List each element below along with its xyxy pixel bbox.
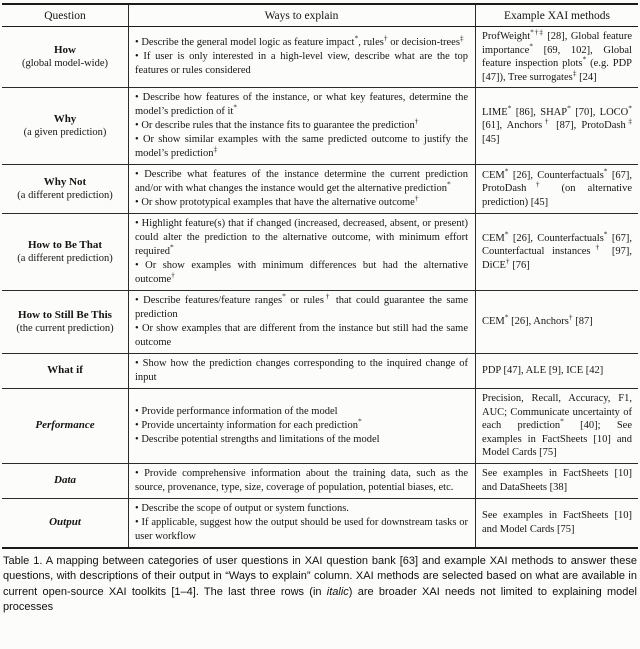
ways-to-explain-cell <box>128 389 475 463</box>
question-qualifier: (a given prediction) <box>23 127 107 139</box>
question-label: How <box>54 43 76 56</box>
way-bullet-item: • If user is only interested in a high-level view, describe what are the top features or rules considered <box>135 50 468 78</box>
table-row-performance <box>2 389 638 464</box>
ways-to-explain-cell <box>128 27 475 87</box>
table-body <box>2 27 638 547</box>
question-cell <box>2 27 128 87</box>
question-cell <box>2 88 128 164</box>
caption-text-start: Table 1. A mapping between categories of user questions in XAI question bank [63] and example XAI methods to answer these questions, with descriptions of their output in “Ways to explain” column. XAI methods are selected based on what are available in current open-source XAI toolkits [1–4]. The last three rows (in <box>3 554 637 598</box>
ways-to-explain-cell <box>128 165 475 213</box>
question-qualifier: (the current prediction) <box>16 323 114 335</box>
question-qualifier: (global model-wide) <box>21 58 108 70</box>
way-bullet-item: • Describe features/feature ranges* or rules† that could guarantee the same prediction <box>135 294 468 322</box>
way-bullet-item: • Describe what features of the instance determine the current prediction and/or with what changes the instance would get the alternative prediction* <box>135 168 468 196</box>
question-cell <box>2 354 128 388</box>
question-cell <box>2 499 128 547</box>
example-methods-text: PDP [47], ALE [9], ICE [42] <box>482 365 604 377</box>
question-qualifier: (a different prediction) <box>17 253 113 265</box>
question-label: Output <box>49 515 81 528</box>
question-label: Performance <box>35 419 95 431</box>
example-methods-cell <box>475 464 638 498</box>
ways-to-explain-cell <box>128 214 475 290</box>
way-bullet-item: • Describe the general model logic as feature impact*, rules† or decision-trees‡ <box>135 36 468 50</box>
table-row-how-to-still-be-this <box>2 291 638 354</box>
table-row-data <box>2 464 638 499</box>
question-label: Why Not <box>43 175 87 188</box>
ways-to-explain-cell <box>128 88 475 164</box>
ways-to-explain-cell <box>128 499 475 547</box>
question-label: What if <box>47 364 83 377</box>
table-row-why <box>2 88 638 165</box>
column-header-ways: Ways to explain <box>128 5 475 26</box>
way-bullet-item: • Provide uncertainty information for each prediction* <box>135 419 468 433</box>
xai-methods-table <box>2 3 638 549</box>
way-bullet-item: • If applicable, suggest how the output should be used for downstream tasks or user workflow <box>135 516 468 544</box>
column-header-question: Question <box>44 10 86 22</box>
question-cell <box>2 389 128 463</box>
table-row-why-not <box>2 165 638 214</box>
example-methods-text: See examples in FactSheets [10] and DataSheets [38] <box>482 468 632 493</box>
table-row-output <box>2 499 638 547</box>
question-label: How to Still Be This <box>18 308 112 321</box>
example-methods-text: LIME* [86], SHAP* [70], LOCO* [61], Anchors† [87], ProtoDash‡ [45] <box>482 103 632 145</box>
ways-to-explain-cell <box>128 354 475 388</box>
question-label: How to Be That <box>27 238 103 251</box>
example-methods-cell <box>475 354 638 388</box>
example-methods-text: CEM* [26], Anchors† [87] <box>482 312 593 328</box>
example-methods-text: ProfWeight*†‡ [28], Global feature importance* [69, 102], Global feature inspection plots* (e.g. PDP [47]), Tree surrogates‡ [24] <box>482 27 632 83</box>
example-methods-text: Precision, Recall, Accuracy, F1, AUC; Communicate uncertainty of each prediction* [40]; See examples in FactSheets [10] and Model Cards [75] <box>482 393 632 458</box>
table-row-how-to-be-that <box>2 214 638 291</box>
caption-text-end: ) are broader XAI needs not limited to explaining model processes <box>3 585 637 613</box>
way-bullet-item: • Provide comprehensive information about the training data, such as the source, provenance, type, size, coverage of population, potential biases, etc. <box>135 467 468 495</box>
caption-italic-word: italic <box>326 585 349 598</box>
way-bullet-item: • Or describe rules that the instance fits to guarantee the prediction† <box>135 119 468 133</box>
ways-to-explain-cell <box>128 464 475 498</box>
table-caption <box>3 554 637 616</box>
way-bullet-item: • Describe the scope of output or system functions. <box>135 502 468 516</box>
example-methods-text: CEM* [26], Counterfactuals* [67], Counterfactual instances† [97], DiCE† [76] <box>482 229 632 271</box>
way-bullet-item: • Or show examples with minimum differences but had the alternative outcome† <box>135 259 468 287</box>
example-methods-text: See examples in FactSheets [10] and Model Cards [75] <box>482 510 632 535</box>
question-cell <box>2 464 128 498</box>
table-row-how <box>2 27 638 88</box>
column-header-methods: Example XAI methods <box>475 5 638 26</box>
way-bullet-item: • Provide performance information of the model <box>135 405 468 419</box>
table-row-what-if <box>2 354 638 389</box>
example-methods-text: CEM* [26], Counterfactuals* [67], ProtoDash† (on alternative prediction) [45] <box>482 166 632 208</box>
question-qualifier: (a different prediction) <box>17 190 113 202</box>
way-bullet-item: • Highlight feature(s) that if changed (increased, decreased, absent, or present) could alter the prediction to the alternative outcome, with minimum effort required* <box>135 217 468 259</box>
way-bullet-item: • Describe how features of the instance, or what key features, determine the model’s prediction of it* <box>135 91 468 119</box>
example-methods-cell <box>475 499 638 547</box>
question-cell <box>2 214 128 290</box>
example-methods-cell <box>475 27 638 87</box>
way-bullet-item: • Or show similar examples with the same predicted outcome to justify the model’s prediction‡ <box>135 133 468 161</box>
example-methods-cell <box>475 88 638 164</box>
question-label: Why <box>53 112 77 125</box>
example-methods-cell <box>475 214 638 290</box>
ways-to-explain-cell <box>128 291 475 353</box>
example-methods-cell <box>475 165 638 213</box>
question-label: Data <box>54 473 76 486</box>
way-bullet-item: • Describe potential strengths and limitations of the model <box>135 433 468 447</box>
example-methods-cell <box>475 389 638 463</box>
way-bullet-item: • Show how the prediction changes corresponding to the inquired change of input <box>135 357 468 385</box>
question-cell <box>2 291 128 353</box>
table-header-row <box>2 5 638 27</box>
question-cell <box>2 165 128 213</box>
example-methods-cell <box>475 291 638 353</box>
way-bullet-item: • Or show prototypical examples that have the alternative outcome† <box>135 196 468 210</box>
way-bullet-item: • Or show examples that are different from the instance but still had the same outcome <box>135 322 468 350</box>
